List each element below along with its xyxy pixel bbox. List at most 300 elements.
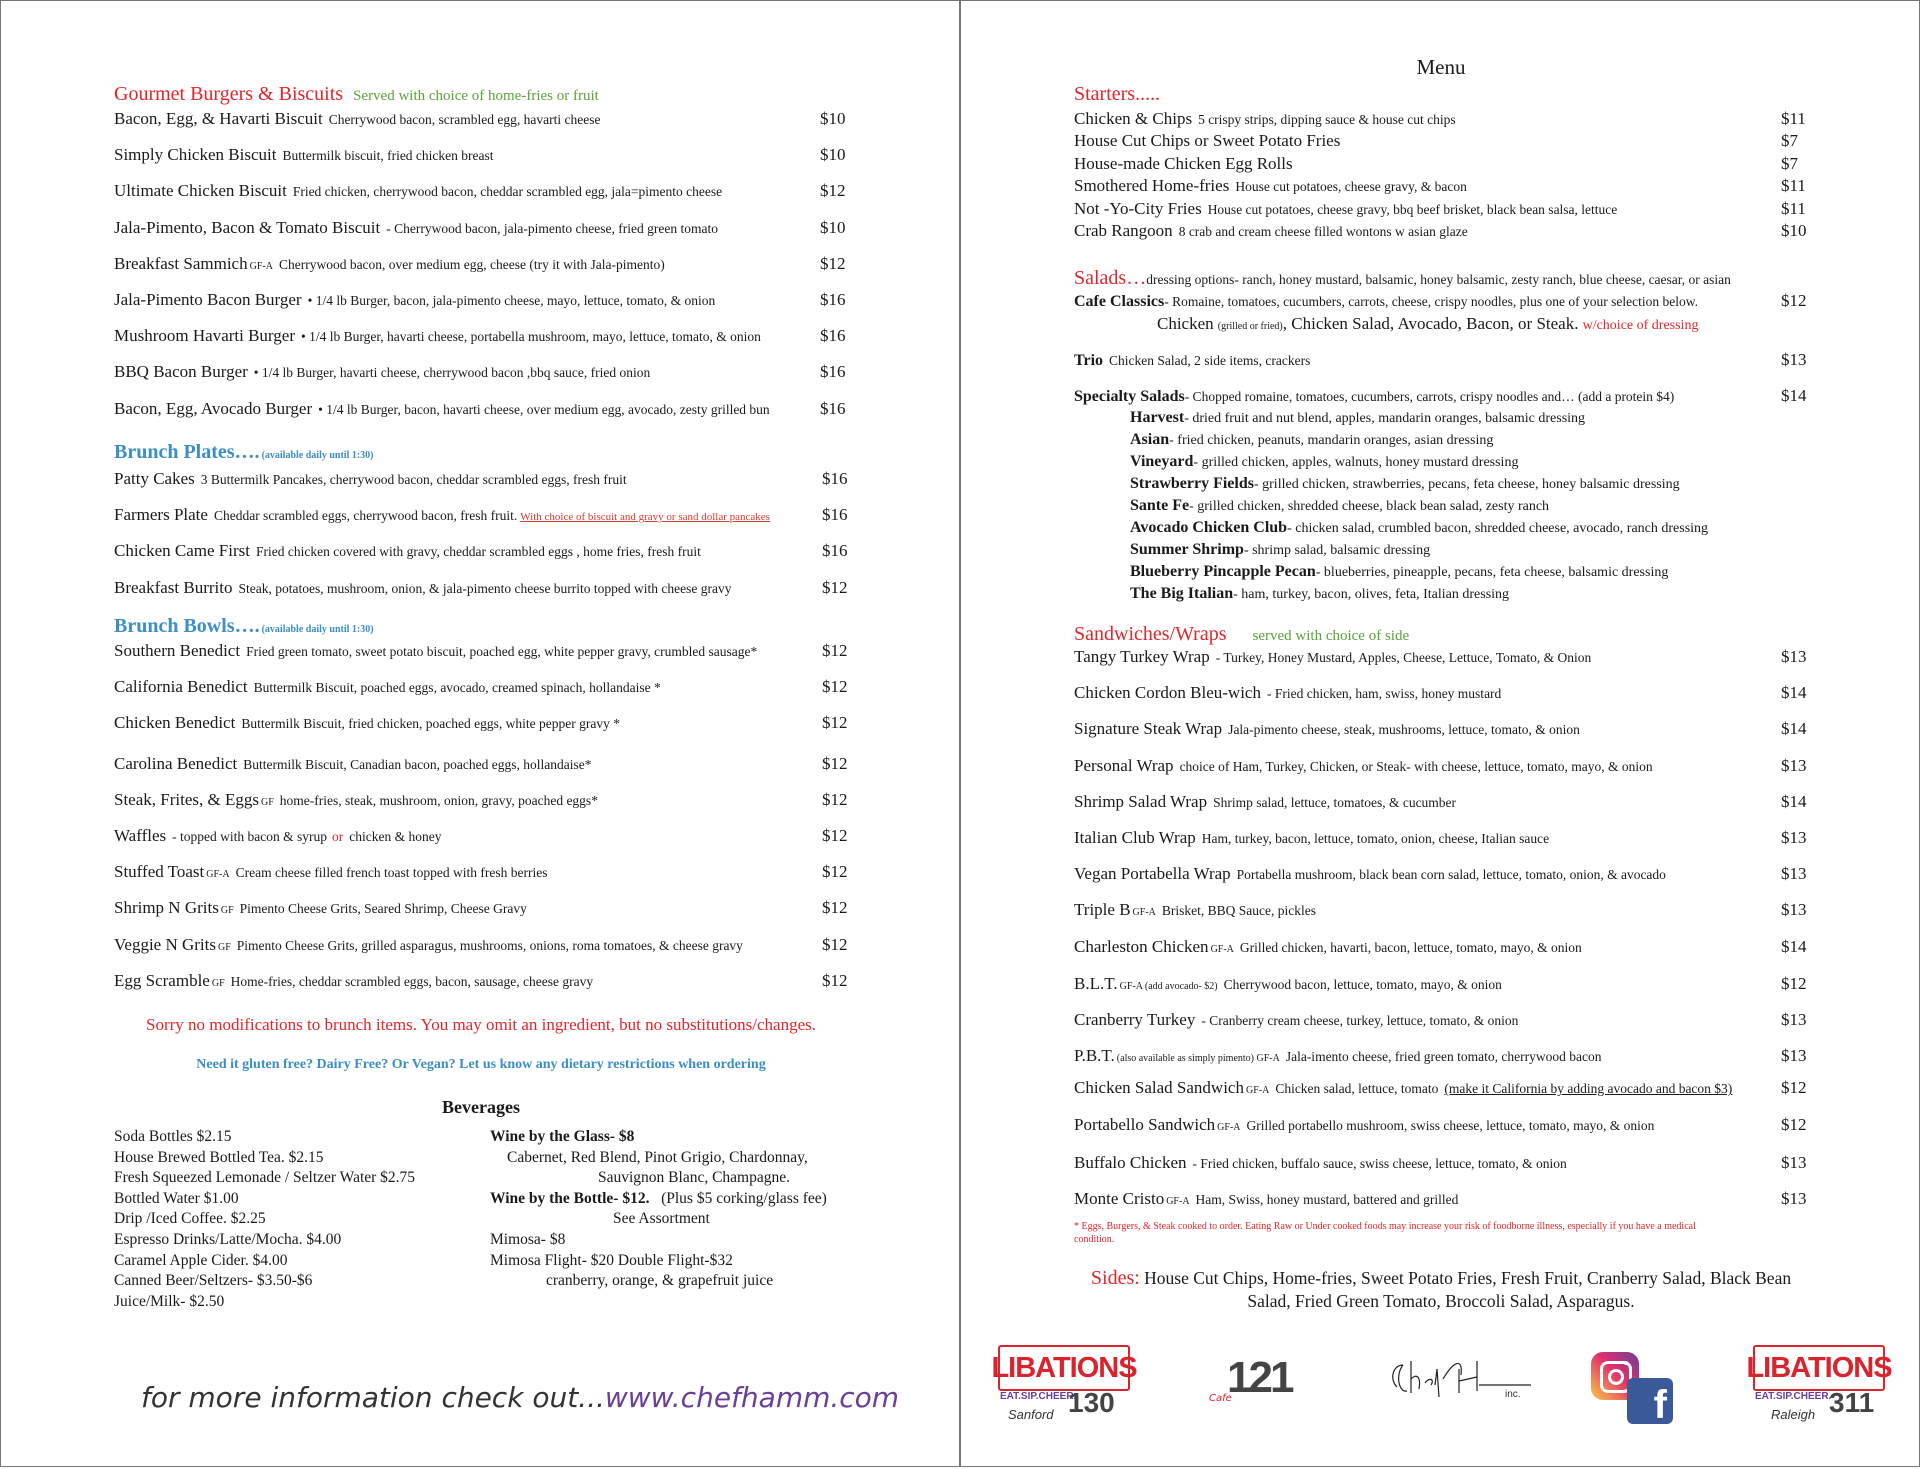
item-price: $14 — [1781, 791, 1807, 811]
item-description: Pimento Cheese Grits, grilled asparagus, mushrooms, onions, roma tomatoes, & cheese gravy — [236, 937, 743, 953]
specialty-salad-desc: - grilled chicken, apples, walnuts, honey mustard dressing — [1193, 455, 1519, 470]
item-price: $12 — [822, 677, 848, 697]
gf-tag: GF-A — [1166, 1196, 1190, 1207]
item-description: Portabella mushroom, black bean corn salad, lettuce, tomato, onion, & avocado — [1236, 867, 1666, 883]
item-name: Monte Cristo — [1074, 1189, 1165, 1208]
item-price: $13 — [1781, 828, 1807, 847]
item-price: $16 — [822, 505, 848, 525]
item-name: House-made Chicken Egg Rolls — [1074, 153, 1293, 173]
item-price: $13 — [1781, 864, 1807, 884]
footer — [141, 1381, 899, 1414]
menu-item-row — [114, 826, 441, 847]
disclaimer-line-2: condition. — [1074, 1234, 1115, 1245]
libations-raleigh-logo[interactable] — [1746, 1345, 1893, 1425]
item-description: House cut potatoes, cheese gravy, bbq beef brisket, black bean salsa, lettuce — [1207, 201, 1618, 217]
item-price: $13 — [1781, 755, 1807, 775]
item-price: $12 — [822, 577, 848, 597]
beverage-item: House Brewed Bottled Tea. $2.15 — [114, 1148, 324, 1166]
menu-item-row — [114, 218, 718, 239]
menu-item-row — [114, 399, 770, 420]
choice-dressing: w/choice of dressing — [1582, 318, 1699, 333]
item-description: 8 crab and cream cheese filled wontons w asian glaze — [1178, 224, 1468, 239]
specialty-salad-desc: - grilled chicken, shredded cheese, black bean salad, zesty ranch — [1189, 499, 1550, 514]
item-name: Chicken Salad Sandwich — [1074, 1078, 1244, 1098]
sanford-location: Sanford — [1008, 1407, 1054, 1422]
libations-wordmark: LIBATIONS — [991, 1351, 1137, 1384]
cafe-classics-name: Cafe Classics — [1074, 293, 1165, 310]
facebook-icon[interactable]: f — [1627, 1378, 1673, 1424]
menu-item-row — [1074, 176, 1467, 197]
cafe-word: Cafe — [1209, 1393, 1232, 1404]
item-description: Pimento Cheese Grits, Seared Shrimp, Cheese Gravy — [239, 901, 527, 917]
item-name: Charleston Chicken — [1074, 936, 1209, 956]
specialty-salad-name: The Big Italian — [1130, 585, 1234, 602]
gf-tag: (also available as simply pimento) GF-A — [1116, 1053, 1280, 1065]
item-name: Stuffed Toast — [114, 862, 205, 882]
item-name: Breakfast Burrito — [114, 577, 233, 597]
item-price: $11 — [1781, 198, 1806, 218]
menu-item-row — [1074, 937, 1582, 960]
beverage-item: Espresso Drinks/Latte/Mocha. $4.00 — [114, 1230, 342, 1248]
menu-item-row — [1074, 1153, 1567, 1174]
item-option-link: With choice of biscuit and gravy or sand dollar pancakes — [520, 511, 770, 524]
item-price: $16 — [820, 398, 846, 418]
item-description: Cream cheese filled french toast topped with fresh berries — [235, 865, 548, 881]
item-name: Steak, Frites, & Eggs — [114, 789, 259, 809]
specialty-salad-name: Avocado Chicken Club — [1130, 519, 1288, 536]
beverage-item: Fresh Squeezed Lemonade / Seltzer Water $2.75 — [114, 1169, 416, 1187]
sides-label: Sides: — [1090, 1267, 1140, 1289]
menu-item-row — [114, 181, 722, 202]
item-name: Ultimate Chicken Biscuit — [114, 181, 287, 201]
item-name: Buffalo Chicken — [1074, 1152, 1187, 1172]
sandwiches-subtitle: served with choice of side — [1252, 628, 1410, 644]
brunch-bowls-availability: (available daily until 1:30) — [261, 624, 374, 635]
item-description: - Cranberry cream cheese, turkey, lettuce, tomato, & onion — [1201, 1013, 1519, 1028]
item-price: $12 — [1781, 1078, 1807, 1098]
item-price: $14 — [1781, 719, 1807, 739]
item-description: Brisket, BBQ Sauce, pickles — [1161, 903, 1316, 919]
specialty-name: Specialty Salads — [1074, 388, 1185, 405]
raleigh-location: Raleigh — [1771, 1407, 1816, 1422]
menu-item-row — [1074, 109, 1456, 130]
menu-item-row — [114, 326, 761, 347]
sides — [961, 1267, 1920, 1313]
mimosa-flight: Mimosa Flight- $20 Double Flight-$32 — [490, 1251, 733, 1269]
beverages-list — [114, 1127, 415, 1312]
specialty-salad-row — [1130, 518, 1708, 539]
specialty-salad-row — [1130, 540, 1430, 561]
menu-item-row — [1074, 221, 1468, 242]
left-page — [0, 0, 960, 1467]
item-name: Jala-Pimento, Bacon & Tomato Biscuit — [114, 217, 381, 237]
menu-item-row — [1074, 1115, 1654, 1138]
menu-item-row — [1074, 792, 1456, 813]
item-price: $12 — [1781, 1114, 1807, 1134]
item-description: Cheddar scrambled eggs, cherrywood bacon, fresh fruit. — [213, 508, 518, 524]
social-icons — [1591, 1352, 1681, 1424]
specialty-salad-row — [1130, 452, 1518, 473]
menu-item-row — [114, 290, 715, 311]
specialty-salad-row — [1130, 562, 1668, 583]
item-price: $10 — [1781, 221, 1807, 240]
footer-prefix: for more information check out... — [141, 1381, 605, 1414]
item-price: $12 — [822, 970, 848, 990]
trio-desc: Chicken Salad, 2 side items, crackers — [1109, 353, 1311, 368]
item-description: 3 Buttermilk Pancakes, cherrywood bacon, cheddar scrambled eggs, fresh fruit — [200, 472, 627, 487]
gf-tag: GF-A — [1210, 943, 1234, 955]
libations-wordmark-raleigh: LIBATIONS — [1746, 1351, 1892, 1384]
specialty-salad-desc: - ham, turkey, bacon, olives, feta, Italian dressing — [1233, 587, 1510, 602]
item-name: Not -Yo-City Fries — [1074, 198, 1202, 218]
item-name: House Cut Chips or Sweet Potato Fries — [1074, 131, 1341, 151]
item-price: $12 — [820, 181, 846, 201]
menu-item-row — [1074, 756, 1653, 777]
beverage-item: Drip /Iced Coffee. $2.25 — [114, 1210, 266, 1228]
chef-hamm-signature-logo[interactable] — [1385, 1349, 1533, 1411]
item-name: Veggie N Grits — [114, 934, 216, 954]
item-price: $12 — [1781, 973, 1807, 993]
beverage-item: Bottled Water $1.00 — [114, 1189, 239, 1207]
item-name: Bacon, Egg, & Havarti Biscuit — [114, 109, 323, 128]
menu-item-row — [114, 505, 770, 527]
website-link[interactable]: www.chefhamm.com — [604, 1381, 900, 1414]
menu-item-row — [114, 713, 620, 734]
item-price: $12 — [822, 898, 848, 918]
specialty-desc: - Chopped romaine, tomatoes, cucumbers, carrots, crispy noodles and… (add a protein $4) — [1184, 389, 1675, 404]
item-price: $12 — [822, 789, 848, 809]
item-description: Buttermilk biscuit, fried chicken breast — [282, 148, 494, 164]
specialty-salad-desc: - shrimp salad, balsamic dressing — [1243, 543, 1431, 558]
item-name: Italian Club Wrap — [1074, 828, 1196, 847]
item-description-2: chicken & honey — [349, 829, 442, 844]
item-price: $10 — [820, 145, 846, 165]
wine-glass-list-2: Sauvignon Blanc, Champagne. — [598, 1169, 790, 1187]
item-price: $13 — [1781, 647, 1807, 666]
disclaimer-line-1: * Eggs, Burgers, & Steak cooked to order. Eating Raw or Under cooked foods may increase your risk of foodborne illness, especially if you have a medical — [1074, 1221, 1696, 1232]
item-name: Breakfast Sammich — [114, 253, 248, 273]
item-name: Vegan Portabella Wrap — [1074, 864, 1231, 884]
menu-item-row — [1074, 131, 1340, 151]
burgers-header — [114, 83, 599, 106]
mimosa-flavors: cranberry, orange, & grapefruit juice — [546, 1272, 774, 1290]
specialty-salad-desc: - fried chicken, peanuts, mandarin oranges, asian dressing — [1169, 433, 1494, 448]
item-price: $16 — [822, 541, 848, 561]
specialty-salad-row — [1130, 474, 1680, 495]
menu-item-row — [114, 971, 593, 994]
trio-row — [1074, 350, 1310, 371]
item-description: - Cherrywood bacon, jala-pimento cheese, fried green tomato — [386, 220, 718, 236]
item-description: Ham, turkey, bacon, lettuce, tomato, onion, cheese, Italian sauce — [1201, 831, 1550, 846]
item-price: $16 — [822, 469, 848, 488]
specialty-price: $14 — [1781, 386, 1807, 405]
item-option-note: (make it California by adding avocado and bacon $3) — [1444, 1081, 1733, 1097]
specialty-salad-row — [1130, 430, 1493, 451]
menu-item-row — [114, 254, 665, 277]
menu-item-row — [114, 790, 598, 813]
item-name: California Benedict — [114, 677, 248, 697]
menu-item-row — [1074, 1189, 1458, 1212]
item-name: Smothered Home-fries — [1074, 176, 1230, 196]
menu-item-row — [114, 578, 732, 599]
mimosa: Mimosa- $8 — [490, 1230, 566, 1248]
burgers-subtitle: Served with choice of home-fries or fruit — [353, 88, 599, 104]
dietary-note: Need it gluten free? Dairy Free? Or Vegan? Let us know any dietary restrictions when ordering — [196, 1057, 766, 1072]
gf-tag: GF — [220, 905, 234, 917]
item-description: Grilled chicken, havarti, bacon, lettuce, tomato, mayo, & onion — [1239, 939, 1582, 955]
specialty-salad-name: Vineyard — [1130, 453, 1194, 470]
item-name: Carolina Benedict — [114, 753, 238, 773]
item-price: $10 — [820, 217, 846, 237]
gf-tag: GF-A — [206, 869, 230, 881]
specialty-salad-name: Strawberry Fields — [1130, 475, 1254, 492]
item-name: Bacon, Egg, Avocado Burger — [114, 398, 313, 418]
item-price: $13 — [1781, 1152, 1807, 1172]
item-name: Cranberry Turkey — [1074, 1010, 1196, 1029]
item-price: $7 — [1781, 131, 1798, 151]
item-price: $12 — [822, 713, 848, 733]
menu-item-row — [1074, 900, 1316, 923]
brunch-plates-availability: (available daily until 1:30) — [261, 450, 374, 461]
item-name: Personal Wrap — [1074, 755, 1174, 775]
specialty-salad-name: Asian — [1130, 431, 1170, 448]
menu-item-row — [1074, 683, 1501, 704]
item-price: $12 — [820, 253, 846, 273]
specialty-salad-row — [1130, 408, 1585, 429]
menu-item-row — [1074, 1010, 1518, 1031]
item-description: Buttermilk Biscuit, Canadian bacon, poached eggs, hollandaise* — [243, 756, 592, 772]
starters-header — [1074, 83, 1160, 106]
beverage-item: Soda Bottles $2.15 — [114, 1128, 232, 1145]
item-name: Tangy Turkey Wrap — [1074, 647, 1210, 666]
specialty-salad-row — [1130, 584, 1509, 605]
menu-item-row — [1074, 1046, 1601, 1069]
gf-tag: GF — [211, 977, 225, 989]
item-price: $14 — [1781, 936, 1807, 956]
sides-line-2: Salad, Fried Green Tomato, Broccoli Salad, Asparagus. — [1247, 1291, 1635, 1311]
right-page — [960, 0, 1920, 1467]
trio-price: $13 — [1781, 350, 1807, 369]
specialty-salad-name: Harvest — [1130, 409, 1185, 426]
wine-bottle-heading: Wine by the Bottle- $12. — [490, 1189, 650, 1207]
item-price: $13 — [1781, 900, 1807, 920]
item-name: Portabello Sandwich — [1074, 1114, 1216, 1134]
specialty-salad-name: Sante Fe — [1130, 497, 1190, 514]
item-description: - Fried chicken, buffalo sauce, swiss cheese, lettuce, tomato, & onion — [1192, 1155, 1567, 1171]
menu-item-row — [1074, 647, 1591, 668]
menu-item-row — [1074, 828, 1549, 849]
gf-tag: GF — [260, 796, 274, 808]
trio-name: Trio — [1074, 352, 1104, 369]
item-price: $13 — [1781, 1046, 1807, 1066]
item-name: BBQ Bacon Burger — [114, 362, 248, 382]
item-description: • 1/4 lb Burger, havarti cheese, portabella mushroom, mayo, lettuce, tomato, & onion — [301, 329, 761, 345]
item-name: Crab Rangoon — [1074, 221, 1173, 240]
item-price: $12 — [822, 862, 848, 882]
item-description: • 1/4 lb Burger, havarti cheese, cherrywood bacon ,bbq sauce, fried onion — [253, 365, 651, 381]
item-description: Jala-pimento cheese, steak, mushrooms, lettuce, tomato, & onion — [1228, 722, 1580, 738]
item-description: Chicken salad, lettuce, tomato — [1275, 1081, 1439, 1097]
specialty-salad-desc: - chicken salad, crumbled bacon, shredded cheese, avocado, ranch dressing — [1287, 521, 1709, 536]
see-assortment: See Assortment — [613, 1210, 710, 1228]
item-description: Fried green tomato, sweet potato biscuit, poached egg, white pepper gravy, crumbled sausage* — [246, 644, 758, 659]
specialty-salad-desc: - grilled chicken, strawberries, pecans, feta cheese, honey balsamic dressing — [1253, 477, 1680, 492]
item-price: $12 — [822, 826, 848, 845]
item-name: Farmers Plate — [114, 505, 208, 525]
cafe-classics-desc: - Romaine, tomatoes, cucumbers, carrots, cheese, crispy noodles, plus one of your selection below. — [1164, 294, 1698, 309]
item-price: $16 — [820, 326, 846, 346]
dressing-options: dressing options- ranch, honey mustard, balsamic, honey balsamic, zesty ranch, blue cheese, caesar, or asian — [1146, 272, 1731, 287]
item-price: $16 — [820, 290, 846, 309]
item-description: home-fries, steak, mushroom, onion, gravy, poached eggs* — [279, 792, 598, 808]
item-description: Ham, Swiss, honey mustard, battered and grilled — [1195, 1192, 1459, 1207]
item-name: Triple B — [1074, 900, 1131, 920]
gf-tag: GF-A — [1245, 1085, 1270, 1097]
menu-item-row — [1074, 719, 1580, 740]
item-price: $16 — [820, 362, 846, 382]
brunch-plates-header — [114, 441, 374, 464]
menu-item-row — [114, 641, 757, 662]
wine-glass-heading: Wine by the Glass- $8 — [490, 1128, 635, 1145]
menu-item-row — [114, 862, 548, 885]
item-name: Waffles — [114, 826, 167, 845]
item-description: Fried chicken covered with gravy, cheddar scrambled eggs , home fries, fresh fruit — [255, 544, 701, 560]
wine-section — [490, 1127, 827, 1292]
item-price: $12 — [822, 934, 848, 954]
item-price: $10 — [820, 109, 846, 128]
beverage-item: Caramel Apple Cider. $4.00 — [114, 1251, 288, 1269]
menu-item-row — [114, 935, 743, 958]
wine-glass-list-1: Cabernet, Red Blend, Pinot Grigio, Chardonnay, — [507, 1148, 808, 1166]
salads-header — [1074, 267, 1731, 290]
menu-item-row — [114, 754, 592, 775]
item-price: $11 — [1781, 109, 1806, 128]
cafe-classics-choices — [1157, 314, 1698, 337]
cafe-number: 121 — [1227, 1353, 1292, 1402]
libations-sanford-logo[interactable] — [991, 1345, 1138, 1425]
sandwiches-header — [1074, 623, 1409, 646]
menu-item-row — [1074, 199, 1617, 220]
item-description: - Turkey, Honey Mustard, Apples, Cheese, Lettuce, Tomato, & Onion — [1215, 650, 1592, 665]
item-price: $12 — [822, 753, 848, 773]
signature-icon — [1385, 1349, 1533, 1411]
menu-title: Menu — [1416, 55, 1466, 79]
specialty-salad-desc: - blueberries, pineapple, pecans, feta cheese, balsamic dressing — [1315, 565, 1669, 580]
gf-tag: GF-A — [1217, 1121, 1241, 1133]
beverage-item: Juice/Milk- $2.50 — [114, 1292, 225, 1310]
libations-tagline: EAT.SIP.CHEER. — [1000, 1391, 1077, 1402]
gf-tag: GF-A — [249, 260, 273, 272]
item-name: Egg Scramble — [114, 970, 210, 990]
menu-item-row — [1074, 1078, 1732, 1101]
item-name: Simply Chicken Biscuit — [114, 145, 277, 165]
item-name: Chicken & Chips — [1074, 109, 1193, 128]
item-name: Chicken Cordon Bleu-wich — [1074, 683, 1261, 703]
chef-inc: inc. — [1505, 1389, 1521, 1400]
sides-line-1: House Cut Chips, Home-fries, Sweet Potato Fries, Fresh Fruit, Cranberry Salad, Black Bean — [1144, 1268, 1792, 1288]
specialty-row — [1074, 386, 1674, 407]
item-description: 5 crispy strips, dipping sauce & house cut chips — [1198, 112, 1456, 127]
item-description: Grilled portabello mushroom, swiss cheese, lettuce, tomato, mayo, & onion — [1246, 1117, 1655, 1133]
gf-tag: GF-A — [1132, 907, 1156, 919]
item-name: Mushroom Havarti Burger — [114, 326, 295, 346]
item-description: Buttermilk Biscuit, fried chicken, poached eggs, white pepper gravy * — [241, 716, 620, 732]
item-name: Patty Cakes — [114, 469, 195, 488]
brunch-plates-title: Brunch Plates…. — [114, 441, 260, 463]
item-name: Chicken Came First — [114, 541, 250, 561]
item-description: Home-fries, cheddar scrambled eggs, bacon, sausage, cheese gravy — [230, 973, 594, 989]
item-price: $13 — [1781, 1189, 1807, 1208]
specialty-salad-desc: - dried fruit and nut blend, apples, mandarin oranges, balsamic dressing — [1184, 411, 1586, 426]
choice-chicken: Chicken — [1157, 314, 1214, 333]
beverage-item: Canned Beer/Seltzers- $3.50-$6 — [114, 1272, 313, 1290]
item-description: Cherrywood bacon, scrambled egg, havarti cheese — [328, 112, 601, 127]
menu-item-row — [1074, 864, 1666, 885]
salads-title: Salads… — [1074, 267, 1147, 289]
cafe-121-logo[interactable] — [1209, 1353, 1292, 1411]
item-description: Shrimp salad, lettuce, tomatoes, & cucumber — [1213, 794, 1457, 810]
item-description: Steak, potatoes, mushroom, onion, & jala-pimento cheese burrito topped with cheese gravy — [238, 580, 732, 596]
food-safety-disclaimer — [1074, 1220, 1696, 1246]
item-name: Chicken Benedict — [114, 713, 236, 733]
specialty-salad-row — [1130, 496, 1549, 517]
menu-item-row — [1074, 974, 1502, 997]
item-name: P.B.T. — [1074, 1046, 1115, 1066]
menu-item-row — [114, 109, 600, 130]
item-description: • 1/4 lb Burger, bacon, jala-pimento cheese, mayo, lettuce, tomato, & onion — [307, 293, 716, 308]
no-modifications-note: Sorry no modifications to brunch items. You may omit an ingredient, but no substitutions/changes. — [145, 1015, 817, 1034]
specialty-salad-name: Blueberry Pincapple Pecan — [1130, 563, 1316, 580]
menu-item-row — [114, 469, 627, 490]
item-price: $13 — [1781, 1010, 1807, 1029]
item-name: Jala-Pimento Bacon Burger — [114, 290, 302, 309]
menu-item-row — [114, 362, 650, 383]
item-name: Shrimp Salad Wrap — [1074, 791, 1208, 811]
item-name: Signature Steak Wrap — [1074, 719, 1223, 739]
beverages-title: Beverages — [442, 1097, 520, 1117]
item-description: choice of Ham, Turkey, Chicken, or Steak- with cheese, lettuce, tomato, mayo, & onion — [1179, 758, 1653, 774]
brunch-bowls-header — [114, 615, 374, 638]
item-name: Shrimp N Grits — [114, 898, 219, 918]
menu-item-row — [114, 898, 527, 921]
menu-item-row — [114, 677, 661, 698]
specialty-salad-name: Summer Shrimp — [1130, 541, 1244, 558]
item-description: Buttermilk Biscuit, poached eggs, avocado, creamed spinach, hollandaise * — [253, 680, 661, 696]
choice-grill: (grilled or fried) — [1217, 321, 1283, 332]
or-word: or — [332, 829, 344, 844]
item-description: Jala-imento cheese, fried green tomato, cherrywood bacon — [1285, 1049, 1602, 1065]
burgers-title: Gourmet Burgers & Biscuits — [114, 83, 344, 105]
wine-bottle-fee: (Plus $5 corking/glass fee) — [661, 1189, 827, 1207]
item-price: $11 — [1781, 176, 1806, 196]
cafe-classics-row — [1074, 291, 1698, 312]
starters-title: Starters..... — [1074, 83, 1161, 105]
brunch-bowls-title: Brunch Bowls…. — [114, 615, 260, 637]
item-description: Cherrywood bacon, over medium egg, cheese (try it with Jala-pimento) — [278, 256, 665, 272]
gf-tag: GF — [217, 941, 231, 953]
cafe-classics-price: $12 — [1781, 291, 1807, 310]
item-description: • 1/4 lb Burger, bacon, havarti cheese, over medium egg, avocado, zesty grilled bun — [318, 401, 770, 417]
choice-others: , Chicken Salad, Avocado, Bacon, or Steak. — [1282, 314, 1579, 333]
menu-item-row — [114, 145, 494, 166]
sanford-number: 130 — [1068, 1387, 1115, 1418]
item-description: Fried chicken, cherrywood bacon, cheddar scrambled egg, jala=pimento cheese — [292, 184, 723, 200]
libations-tagline-raleigh: EAT.SIP.CHEER. — [1755, 1391, 1832, 1402]
item-description: - topped with bacon & syrup — [172, 829, 327, 844]
item-price: $14 — [1781, 683, 1807, 703]
item-description: - Fried chicken, ham, swiss, honey mustard — [1266, 686, 1502, 702]
sandwiches-title: Sandwiches/Wraps — [1074, 623, 1227, 645]
